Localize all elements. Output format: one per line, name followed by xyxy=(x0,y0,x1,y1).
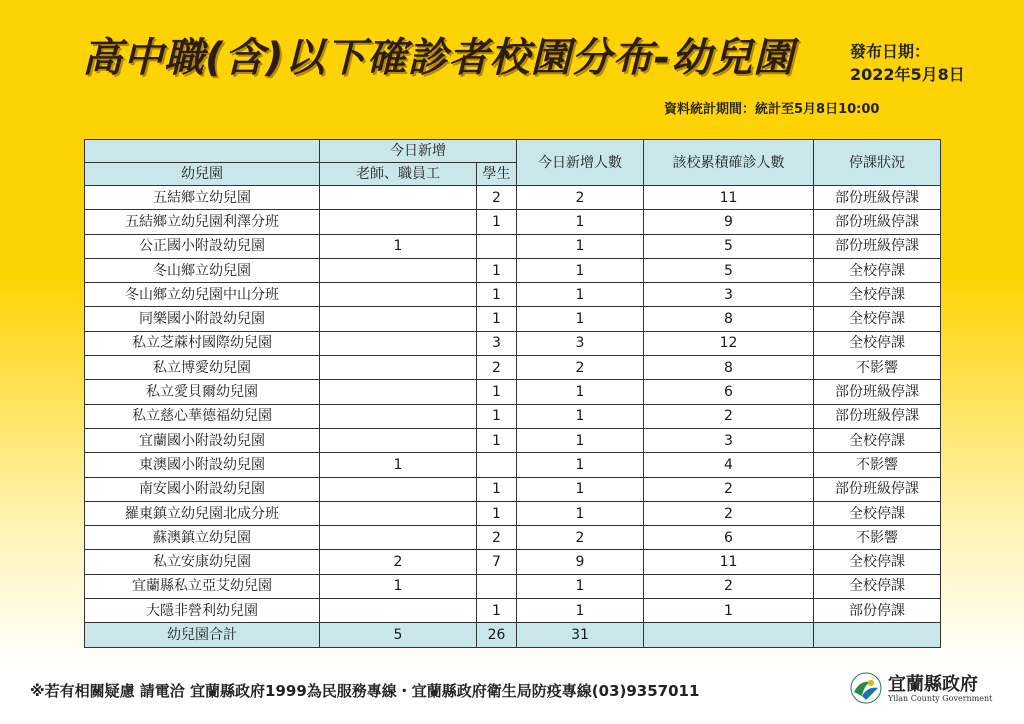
student-count: 1 xyxy=(477,210,517,234)
kindergarten-name: 五結鄉立幼兒園利澤分班 xyxy=(85,210,320,234)
cumulative-count: 6 xyxy=(644,526,814,550)
teacher-staff-count xyxy=(320,307,477,331)
today-count: 1 xyxy=(517,307,644,331)
kindergarten-name: 冬山鄉立幼兒園中山分班 xyxy=(85,283,320,307)
table-row xyxy=(85,210,941,234)
footer-contact-note: ※若有相關疑慮 請電洽 宜蘭縣政府1999為民服務專線・宜蘭縣政府衛生局防疫專線(03)9357011 xyxy=(30,682,700,700)
release-date: 2022年5月8日 xyxy=(850,65,965,84)
table-row xyxy=(85,356,941,380)
table-total-row xyxy=(85,623,941,647)
student-count: 1 xyxy=(477,477,517,501)
cumulative-count: 3 xyxy=(644,428,814,452)
cumulative-count: 2 xyxy=(644,501,814,525)
kindergarten-name: 冬山鄉立幼兒園 xyxy=(85,258,320,282)
suspension-status: 全校停課 xyxy=(814,258,941,282)
today-count: 1 xyxy=(517,501,644,525)
today-count: 1 xyxy=(517,453,644,477)
header-today-count: 今日新增人數 xyxy=(517,140,644,186)
teacher-staff-count xyxy=(320,404,477,428)
teacher-staff-count xyxy=(320,331,477,355)
table-row xyxy=(85,477,941,501)
table-row xyxy=(85,380,941,404)
suspension-status: 全校停課 xyxy=(814,574,941,598)
kindergarten-name: 蘇澳鎮立幼兒園 xyxy=(85,526,320,550)
teacher-staff-count xyxy=(320,283,477,307)
teacher-staff-count xyxy=(320,526,477,550)
release-date-block xyxy=(850,40,965,86)
table-row xyxy=(85,599,941,623)
student-count: 1 xyxy=(477,428,517,452)
suspension-status: 不影響 xyxy=(814,526,941,550)
teacher-staff-count: 1 xyxy=(320,574,477,598)
suspension-status: 全校停課 xyxy=(814,501,941,525)
student-count: 1 xyxy=(477,307,517,331)
today-count: 1 xyxy=(517,404,644,428)
kindergarten-name: 公正國小附設幼兒園 xyxy=(85,234,320,258)
total-teacher-staff-count: 5 xyxy=(320,623,477,647)
today-count: 1 xyxy=(517,283,644,307)
suspension-status: 部份班級停課 xyxy=(814,477,941,501)
today-count: 1 xyxy=(517,477,644,501)
kindergarten-name: 大隱非營利幼兒園 xyxy=(85,599,320,623)
suspension-status: 全校停課 xyxy=(814,331,941,355)
today-count: 2 xyxy=(517,186,644,210)
today-count: 1 xyxy=(517,258,644,282)
page-title: 高中職(含)以下確診者校園分布-幼兒園 xyxy=(82,35,795,81)
suspension-status: 全校停課 xyxy=(814,307,941,331)
today-count: 1 xyxy=(517,210,644,234)
kindergarten-name: 南安國小附設幼兒園 xyxy=(85,477,320,501)
kindergarten-name: 私立博愛幼兒園 xyxy=(85,356,320,380)
suspension-status: 部份班級停課 xyxy=(814,380,941,404)
student-count: 2 xyxy=(477,356,517,380)
today-count: 1 xyxy=(517,380,644,404)
teacher-staff-count xyxy=(320,380,477,404)
teacher-staff-count: 1 xyxy=(320,234,477,258)
total-today-count: 31 xyxy=(517,623,644,647)
government-english-name: Yilan County Government xyxy=(888,694,993,703)
kindergarten-name: 宜蘭縣私立亞艾幼兒園 xyxy=(85,574,320,598)
table-row xyxy=(85,550,941,574)
student-count: 1 xyxy=(477,283,517,307)
kindergarten-name: 東澳國小附設幼兒園 xyxy=(85,453,320,477)
header-student: 學生 xyxy=(477,163,517,186)
cumulative-count: 12 xyxy=(644,331,814,355)
cumulative-count: 8 xyxy=(644,307,814,331)
table-row xyxy=(85,234,941,258)
today-count: 1 xyxy=(517,234,644,258)
teacher-staff-count xyxy=(320,186,477,210)
student-count: 1 xyxy=(477,501,517,525)
suspension-status: 全校停課 xyxy=(814,283,941,307)
kindergarten-name: 私立慈心華德福幼兒園 xyxy=(85,404,320,428)
today-count: 1 xyxy=(517,599,644,623)
kindergarten-case-table xyxy=(84,139,941,648)
table-row xyxy=(85,428,941,452)
kindergarten-name: 私立安康幼兒園 xyxy=(85,550,320,574)
today-count: 2 xyxy=(517,356,644,380)
total-suspension-status xyxy=(814,623,941,647)
teacher-staff-count xyxy=(320,599,477,623)
government-name: 宜蘭縣政府 xyxy=(888,674,978,695)
student-count: 7 xyxy=(477,550,517,574)
suspension-status: 部份班級停課 xyxy=(814,186,941,210)
suspension-status: 部份停課 xyxy=(814,599,941,623)
today-count: 2 xyxy=(517,526,644,550)
cumulative-count: 11 xyxy=(644,550,814,574)
today-count: 9 xyxy=(517,550,644,574)
cumulative-count: 5 xyxy=(644,258,814,282)
total-student-count: 26 xyxy=(477,623,517,647)
suspension-status: 部份班級停課 xyxy=(814,404,941,428)
student-count: 1 xyxy=(477,258,517,282)
header-blank xyxy=(85,140,320,163)
release-date-label: 發布日期： xyxy=(850,42,931,61)
stat-period: 資料統計期間：統計至5月8日10:00 xyxy=(664,102,880,117)
yilan-county-emblem-icon xyxy=(850,672,882,704)
suspension-status: 部份班級停課 xyxy=(814,234,941,258)
suspension-status: 不影響 xyxy=(814,356,941,380)
total-kindergarten-name: 幼兒園合計 xyxy=(85,623,320,647)
table-row xyxy=(85,526,941,550)
total-cumulative-count xyxy=(644,623,814,647)
student-count: 1 xyxy=(477,599,517,623)
teacher-staff-count xyxy=(320,501,477,525)
table-body xyxy=(85,186,941,648)
teacher-staff-count xyxy=(320,428,477,452)
teacher-staff-count xyxy=(320,356,477,380)
today-count: 1 xyxy=(517,428,644,452)
cumulative-count: 2 xyxy=(644,574,814,598)
suspension-status: 全校停課 xyxy=(814,428,941,452)
government-logo xyxy=(850,670,1000,710)
teacher-staff-count: 1 xyxy=(320,453,477,477)
table-row xyxy=(85,501,941,525)
cumulative-count: 4 xyxy=(644,453,814,477)
table-row xyxy=(85,331,941,355)
cumulative-count: 8 xyxy=(644,356,814,380)
student-count xyxy=(477,453,517,477)
student-count: 1 xyxy=(477,404,517,428)
suspension-status: 部份班級停課 xyxy=(814,210,941,234)
cumulative-count: 6 xyxy=(644,380,814,404)
cumulative-count: 5 xyxy=(644,234,814,258)
student-count: 1 xyxy=(477,380,517,404)
teacher-staff-count: 2 xyxy=(320,550,477,574)
student-count: 3 xyxy=(477,331,517,355)
student-count: 2 xyxy=(477,526,517,550)
cumulative-count: 3 xyxy=(644,283,814,307)
header-suspension: 停課狀況 xyxy=(814,140,941,186)
kindergarten-name: 五結鄉立幼兒園 xyxy=(85,186,320,210)
header-today-new: 今日新增 xyxy=(320,140,517,163)
cumulative-count: 9 xyxy=(644,210,814,234)
suspension-status: 不影響 xyxy=(814,453,941,477)
cumulative-count: 2 xyxy=(644,404,814,428)
student-count xyxy=(477,234,517,258)
table-row xyxy=(85,404,941,428)
cumulative-count: 11 xyxy=(644,186,814,210)
student-count: 2 xyxy=(477,186,517,210)
kindergarten-name: 宜蘭國小附設幼兒園 xyxy=(85,428,320,452)
teacher-staff-count xyxy=(320,258,477,282)
table-row xyxy=(85,574,941,598)
header-cumulative: 該校累積確診人數 xyxy=(644,140,814,186)
today-count: 1 xyxy=(517,574,644,598)
suspension-status: 全校停課 xyxy=(814,550,941,574)
header-teacher-staff: 老師、職員工 xyxy=(320,163,477,186)
kindergarten-name: 羅東鎮立幼兒園北成分班 xyxy=(85,501,320,525)
table-row xyxy=(85,283,941,307)
table-row xyxy=(85,453,941,477)
today-count: 3 xyxy=(517,331,644,355)
kindergarten-name: 同樂國小附設幼兒園 xyxy=(85,307,320,331)
kindergarten-name: 私立芝蔴村國際幼兒園 xyxy=(85,331,320,355)
table-row xyxy=(85,186,941,210)
cumulative-count: 2 xyxy=(644,477,814,501)
table-row xyxy=(85,258,941,282)
header-kindergarten: 幼兒園 xyxy=(85,163,320,186)
cumulative-count: 1 xyxy=(644,599,814,623)
teacher-staff-count xyxy=(320,210,477,234)
kindergarten-name: 私立愛貝爾幼兒園 xyxy=(85,380,320,404)
teacher-staff-count xyxy=(320,477,477,501)
student-count xyxy=(477,574,517,598)
table-row xyxy=(85,307,941,331)
